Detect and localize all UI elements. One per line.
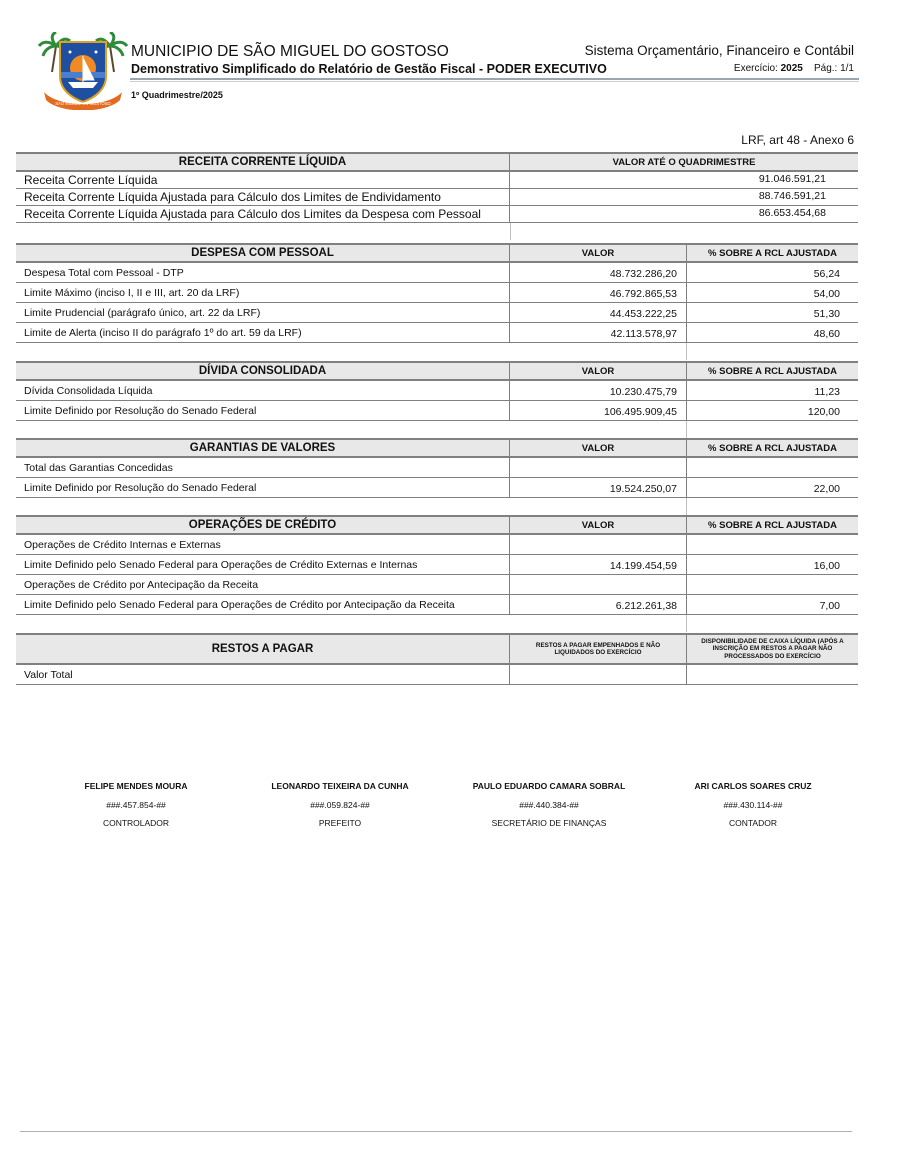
garantias-header-row [16,438,858,458]
table-row [16,478,858,498]
credito-title: OPERAÇÕES DE CRÉDITO [16,517,510,533]
table-row [16,575,858,595]
report-title: Demonstrativo Simplificado do Relatório de Gestão Fiscal - PODER EXECUTIVO [131,62,607,76]
signer-name: FELIPE MENDES MOURA [84,781,188,791]
row-pct: 56,24 [813,268,840,280]
divida-header-row [16,361,858,381]
spacer-cell [16,498,510,515]
pct-column-header: % SOBRE A RCL AJUSTADA [708,442,837,454]
table-row [16,665,858,685]
table-row [16,381,858,401]
table-row [16,206,858,223]
signer-name: ARI CARLOS SOARES CRUZ [694,781,812,791]
value-column-header: VALOR [510,440,687,456]
spacer-cell [16,223,510,240]
row-value: 19.524.250,07 [510,478,687,497]
table-row [16,535,858,555]
signer-role: CONTADOR [728,818,777,828]
table-row [16,263,858,283]
table-row [16,458,858,478]
signature-block [439,781,659,828]
spacer-cell [16,343,510,360]
rcl-table [16,152,858,240]
rcl-title: RECEITA CORRENTE LÍQUIDA [16,154,510,170]
row-pct: 16,00 [813,560,840,572]
spacer-cell [510,615,687,632]
municipal-coat-of-arms [38,32,128,110]
restos-col-b-header: DISPONIBILIDADE DE CAIXA LÍQUIDA (APÓS A INSCRIÇÃO EM RESTOS A PAGAR NÃO PROCESSADOS DO EXERCÍCIO [701,637,844,660]
value-column-header: VALOR [510,245,687,261]
spacer-cell [687,421,858,438]
pessoal-header-row [16,243,858,263]
signer-role: PREFEITO [318,818,362,828]
row-value: 10.230.475,79 [510,381,687,400]
row-label: Dívida Consolidada Líquida [16,381,510,400]
row-pct: 51,30 [813,308,840,320]
row-value: 48.732.286,20 [510,263,687,282]
pct-column-header: % SOBRE A RCL AJUSTADA [708,365,837,377]
rcl-value-header: VALOR ATÉ O QUADRIMESTRE [612,156,756,168]
row-value [510,665,687,684]
table-row [16,323,858,343]
pct-column-header: % SOBRE A RCL AJUSTADA [708,519,837,531]
system-name: Sistema Orçamentário, Financeiro e Contábil [584,43,854,58]
spacer-cell [510,223,858,240]
spacer-cell [687,498,858,515]
row-value [510,575,687,594]
row-value: 42.113.578,97 [510,323,687,342]
row-pct [687,575,858,594]
row-label: Limite Definido por Resolução do Senado Federal [16,478,510,497]
signer-document: ###.440.384-## [519,800,579,810]
restos-table [16,633,858,685]
row-value: 86.653.454,68 [758,207,826,219]
row-value: 106.495.909,45 [510,401,687,420]
row-label: Receita Corrente Líquida Ajustada para Cálculo dos Limites da Despesa com Pessoal [16,206,510,222]
exercise-label: Exercício: [733,63,778,74]
signer-document: ###.059.824-## [310,800,370,810]
table-spacer [16,421,858,438]
pct-column-header: % SOBRE A RCL AJUSTADA [708,247,837,259]
divida-table [16,361,858,438]
logo-ribbon-text: SÃO MIGUEL DO GOSTOSO [55,101,111,106]
signature-block [643,781,863,828]
signer-document: ###.457.854-## [106,800,166,810]
table-row [16,401,858,421]
spacer-cell [687,615,858,632]
row-pct: 48,60 [813,328,840,340]
row-label: Limite Definido pelo Senado Federal para Operações de Crédito por Antecipação da Receita [16,595,510,614]
header-divider [130,78,859,80]
spacer-cell [510,498,687,515]
table-row [16,303,858,323]
row-pct: 7,00 [819,600,840,612]
value-column-header: VALOR [510,517,687,533]
row-label: Receita Corrente Líquida [16,172,510,188]
table-spacer [16,615,858,632]
row-value: 6.212.261,38 [510,595,687,614]
credito-header-row [16,515,858,535]
row-value [510,535,687,554]
row-label: Operações de Crédito Internas e Externas [16,535,510,554]
restos-col-a-header: RESTOS A PAGAR EMPENHADOS E NÃO LIQUIDADOS DO EXERCÍCIO [510,635,687,663]
row-label: Total das Garantias Concedidas [16,458,510,477]
table-spacer [16,223,858,240]
footer-divider [20,1131,852,1132]
table-row [16,595,858,615]
row-label: Limite de Alerta (inciso II do parágrafo 1º do art. 59 da LRF) [16,323,510,342]
table-spacer [16,498,858,515]
rcl-header-row [16,152,858,172]
row-value: 46.792.865,53 [510,283,687,302]
table-row [16,172,858,189]
garantias-table [16,438,858,515]
signature-block [230,781,450,828]
spacer-cell [510,421,687,438]
row-value: 14.199.454,59 [510,555,687,574]
signer-name: PAULO EDUARDO CAMARA SOBRAL [472,781,626,791]
spacer-cell [16,615,510,632]
row-pct: 11,23 [814,386,840,398]
restos-title: RESTOS A PAGAR [16,635,510,663]
exercise-page-info [734,63,854,74]
row-pct: 120,00 [807,406,840,418]
row-value: 44.453.222,25 [510,303,687,322]
spacer-cell [510,343,687,360]
report-period: 1º Quadrimestre/2025 [131,90,223,100]
row-pct: 54,00 [813,288,840,300]
row-pct [687,458,858,477]
row-pct [687,665,858,684]
signer-document: ###.430.114-## [723,800,783,810]
row-label: Despesa Total com Pessoal - DTP [16,263,510,282]
row-value: 91.046.591,21 [758,173,826,185]
row-label: Valor Total [16,665,510,684]
header-divider-thin [130,81,859,82]
signer-role: SECRETÁRIO DE FINANÇAS [491,818,607,828]
pessoal-title: DESPESA COM PESSOAL [16,245,510,261]
table-row [16,189,858,206]
lrf-reference: LRF, art 48 - Anexo 6 [741,133,854,147]
signature-block [26,781,246,828]
divida-title: DÍVIDA CONSOLIDADA [16,363,510,379]
exercise-year: 2025 [780,63,803,74]
table-spacer [16,343,858,360]
row-pct: 22,00 [813,483,840,495]
row-label: Operações de Crédito por Antecipação da Receita [16,575,510,594]
credito-table [16,515,858,632]
value-column-header: VALOR [510,363,687,379]
spacer-cell [687,343,858,360]
row-label: Limite Definido por Resolução do Senado Federal [16,401,510,420]
garantias-title: GARANTIAS DE VALORES [16,440,510,456]
row-value [510,458,687,477]
row-label: Limite Prudencial (parágrafo único, art. 22 da LRF) [16,303,510,322]
signer-name: LEONARDO TEIXEIRA DA CUNHA [271,781,409,791]
spacer-cell [16,421,510,438]
municipality-name: MUNICIPIO DE SÃO MIGUEL DO GOSTOSO [131,43,449,60]
row-value: 88.746.591,21 [758,190,826,202]
restos-header-row [16,633,858,665]
pessoal-table [16,243,858,360]
row-label: Limite Máximo (inciso I, II e III, art. 20 da LRF) [16,283,510,302]
page-number: Pág.: 1/1 [813,63,854,74]
row-label: Limite Definido pelo Senado Federal para Operações de Crédito Externas e Internas [16,555,510,574]
signer-role: CONTROLADOR [102,818,170,828]
table-row [16,555,858,575]
row-pct [687,535,858,554]
row-label: Receita Corrente Líquida Ajustada para Cálculo dos Limites de Endividamento [16,189,510,205]
table-row [16,283,858,303]
